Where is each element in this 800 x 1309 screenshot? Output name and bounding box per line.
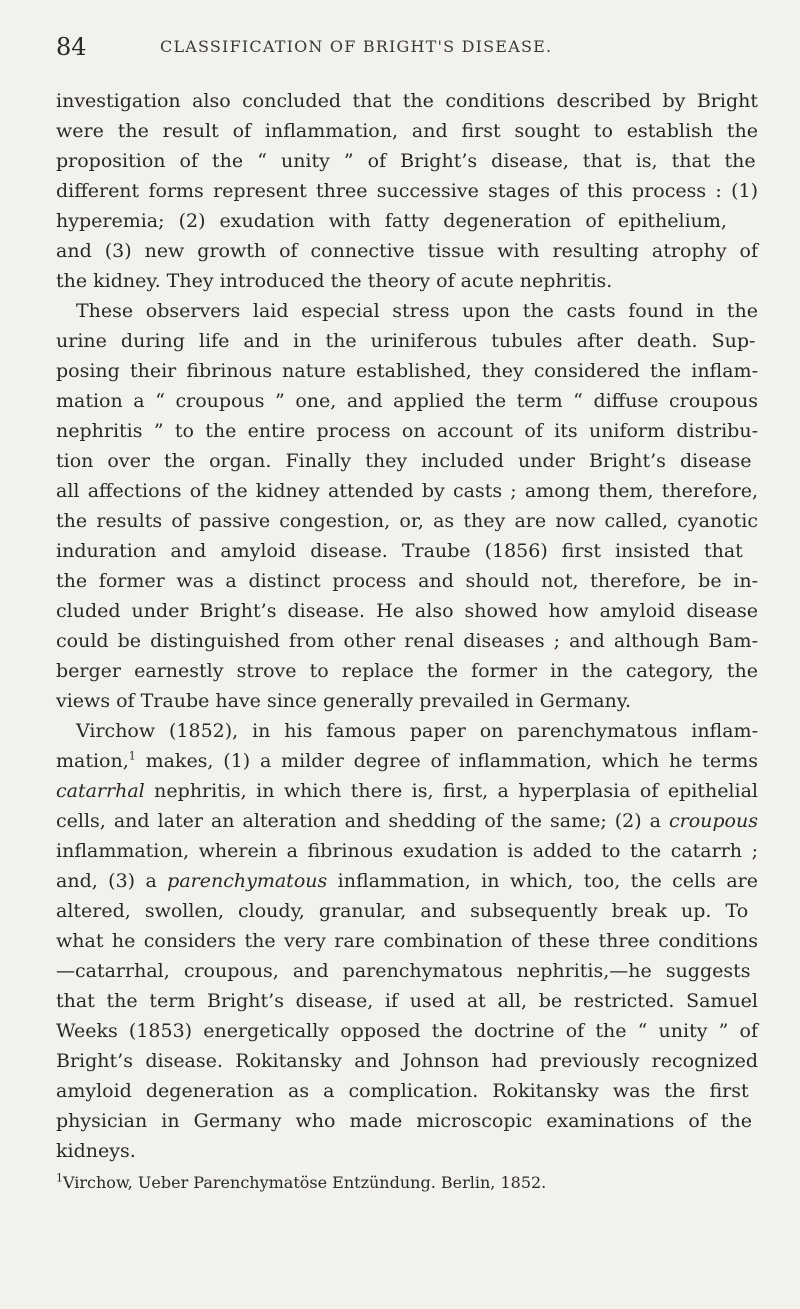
text-line: catarrhal nephritis, in which there is, first, a hyperplasia of epithelial	[56, 780, 758, 802]
text-line: investigation also concluded that the conditions described by Bright	[56, 90, 758, 112]
footnote-ref: 1	[128, 749, 136, 763]
text-line: posing their fibrinous nature established, they considered the inflam-	[56, 360, 758, 382]
text-line: all affections of the kidney attended by casts ; among them, therefore,	[56, 480, 758, 502]
page-header	[56, 30, 756, 64]
italic-term: croupous	[669, 810, 758, 832]
text-line: altered, swollen, cloudy, granular, and subsequently break up. To	[56, 900, 749, 922]
text-line: kidneys.	[56, 1140, 136, 1162]
text-line: physician in Germany who made microscopic examinations of the	[56, 1110, 753, 1132]
text-line: urine during life and in the uriniferous tubules after death. Sup-	[56, 330, 756, 352]
text-line: views of Traube have since generally prevailed in Germany.	[56, 690, 632, 712]
text-line: cells, and later an alteration and shedding of the same; (2) a croupous	[56, 810, 758, 832]
text-line: —catarrhal, croupous, and parenchymatous nephritis,—he suggests	[56, 960, 751, 982]
page-number: 84	[56, 33, 87, 61]
text-line: were the result of inflammation, and first sought to establish the	[56, 120, 758, 142]
italic-term: parenchymatous	[167, 870, 328, 892]
text-line: proposition of the “ unity ” of Bright’s disease, that is, that the	[56, 150, 756, 172]
text-line: inflammation, wherein a fibrinous exudation is added to the catarrh ;	[56, 840, 758, 862]
running-head: CLASSIFICATION OF BRIGHT'S DISEASE.	[160, 37, 553, 56]
text-line: could be distinguished from other renal diseases ; and although Bam-	[56, 630, 758, 652]
text-line: berger earnestly strove to replace the former in the category, the	[56, 660, 758, 682]
text-line: amyloid degeneration as a complication. Rokitansky was the first	[56, 1080, 749, 1102]
text-line: mation,$^1$ makes, (1) a milder degree of inflammation, which he terms	[56, 749, 758, 772]
text-line: what he considers the very rare combination of these three conditions	[56, 930, 758, 952]
text-line: mation a “ croupous ” one, and applied the term “ diffuse croupous	[56, 390, 758, 412]
text-line: nephritis ” to the entire process on account of its uniform distribu-	[56, 420, 758, 442]
text-line: the kidney. They introduced the theory of acute nephritis.	[56, 270, 613, 292]
text-line: the results of passive congestion, or, as they are now called, cyanotic	[56, 510, 758, 532]
footnote-text: Virchow, Ueber Parenchymatöse Entzündung. Berlin, 1852.	[63, 1173, 547, 1192]
text-line: and, (3) a parenchymatous inflammation, in which, too, the cells are	[56, 870, 758, 892]
text-line: Virchow (1852), in his famous paper on parenchymatous inflam-	[76, 720, 758, 742]
text-line: cluded under Bright’s disease. He also showed how amyloid disease	[56, 600, 758, 622]
footnote	[56, 1168, 758, 1198]
italic-term: catarrhal	[56, 780, 145, 802]
text-line: These observers laid especial stress upon the casts found in the	[76, 300, 758, 322]
text-line: the former was a distinct process and should not, therefore, be in-	[56, 570, 758, 592]
text-line: Weeks (1853) energetically opposed the doctrine of the “ unity ” of	[56, 1020, 758, 1042]
text-line: hyperemia; (2) exudation with fatty degeneration of epithelium,	[56, 210, 727, 232]
text-line: that the term Bright’s disease, if used at all, be restricted. Samuel	[56, 990, 758, 1012]
text-line: Bright’s disease. Rokitansky and Johnson had previously recognized	[56, 1050, 758, 1072]
text-line: tion over the organ. Finally they included under Bright’s disease	[56, 450, 752, 472]
text-line: different forms represent three successive stages of this process : (1)	[56, 180, 758, 202]
footnote-marker: 1	[56, 1171, 63, 1185]
text-line: and (3) new growth of connective tissue with resulting atrophy of	[56, 240, 758, 262]
text-line: induration and amyloid disease. Traube (1856) first insisted that	[56, 540, 743, 562]
